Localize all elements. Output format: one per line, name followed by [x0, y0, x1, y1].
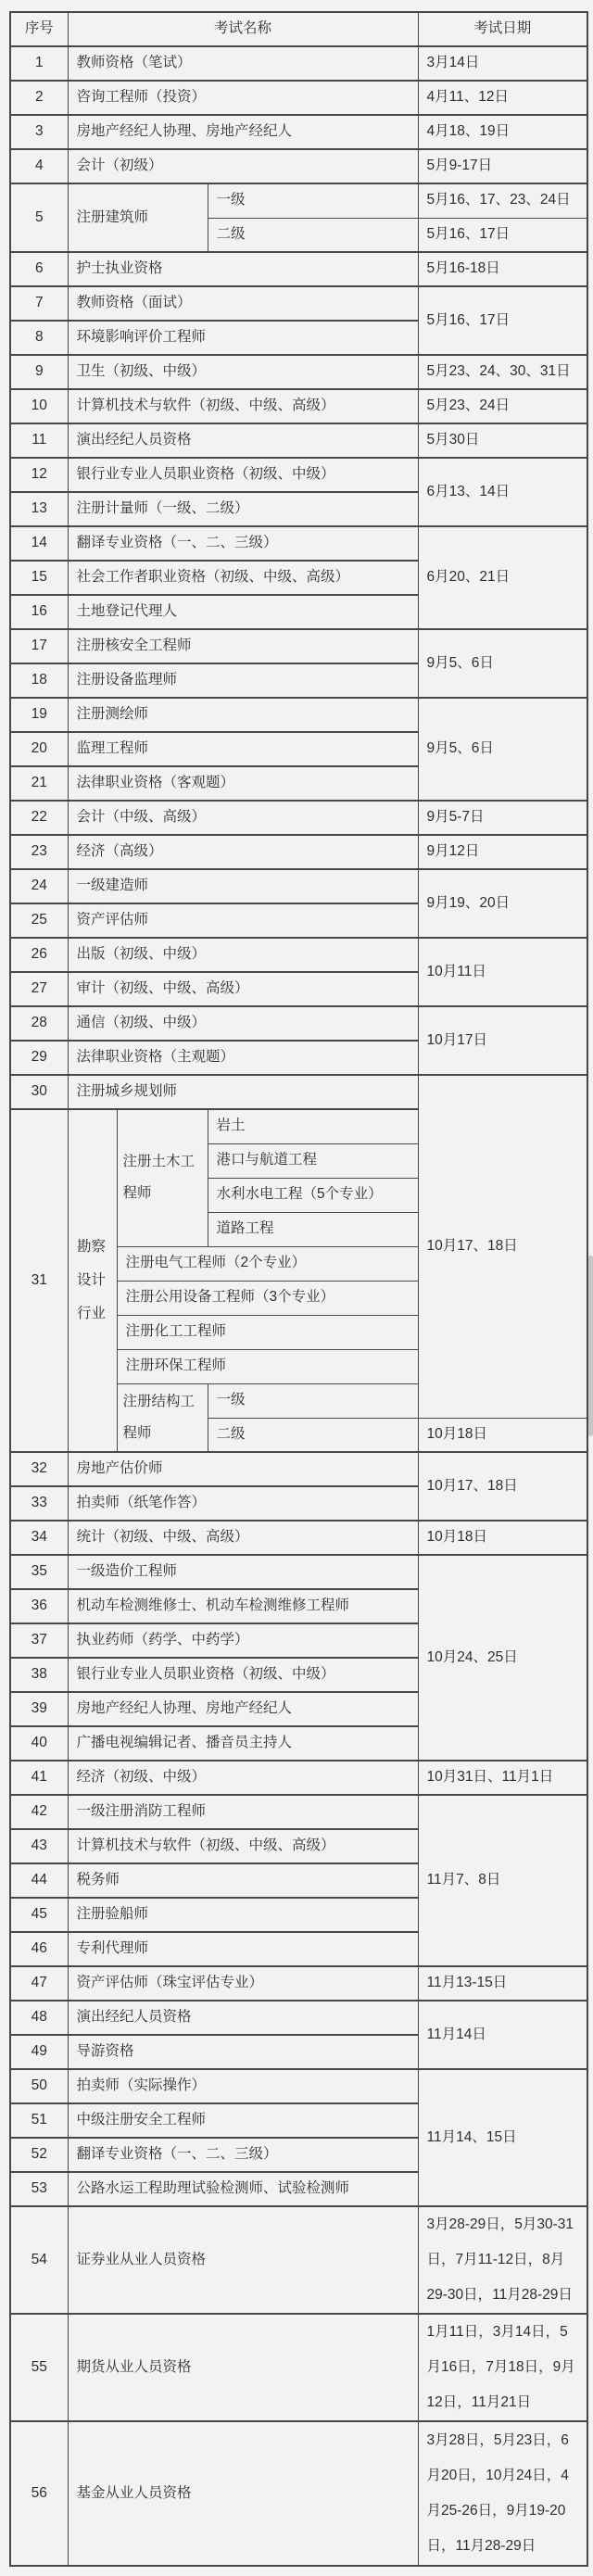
seq-cell: 7 [10, 286, 68, 321]
exam-date-cell: 5月16、17日 [418, 286, 587, 355]
exam-name-cell: 教师资格（面试） [68, 286, 418, 321]
exam-date-cell: 11月14日 [418, 2001, 587, 2069]
exam-name-cell: 拍卖师（实际操作） [68, 2069, 418, 2103]
seq-cell: 18 [10, 663, 68, 698]
exam-name-cell: 统计（初级、中级、高级） [68, 1521, 418, 1555]
exam-date-cell: 10月17日 [418, 1006, 587, 1075]
exam-name-cell: 基金从业人员资格 [68, 2421, 418, 2566]
seq-cell: 19 [10, 698, 68, 732]
seq-cell: 46 [10, 1932, 68, 1966]
seq-cell: 26 [10, 938, 68, 972]
exam-date-cell: 10月31日、11月1日 [418, 1761, 587, 1795]
exam-date-cell: 10月17、18日 [418, 1452, 587, 1521]
seq-cell: 4 [10, 149, 68, 183]
seq-cell: 44 [10, 1863, 68, 1898]
seq-cell: 8 [10, 321, 68, 355]
exam-name-cell: 演出经纪人员资格 [68, 2001, 418, 2035]
header-exam-name: 考试名称 [68, 12, 418, 46]
header-row [10, 12, 587, 46]
exam-name-cell: 一级造价工程师 [68, 1555, 418, 1589]
seq-cell: 36 [10, 1589, 68, 1623]
profession-cell: 注册公用设备工程师（3个专业） [117, 1281, 418, 1315]
table-row [10, 46, 587, 81]
exam-name-cell: 证券业从业人员资格 [68, 2206, 418, 2314]
exam-date-cell: 11月14、15日 [418, 2069, 587, 2206]
seq-cell: 17 [10, 629, 68, 663]
seq-cell: 27 [10, 972, 68, 1006]
exam-name-cell: 房地产经纪人协理、房地产经纪人 [68, 115, 418, 149]
exam-date-cell: 5月16、17、23、24日 [418, 183, 587, 218]
industry-group-label: 勘察设计行业 [77, 1239, 107, 1321]
exam-name-cell: 税务师 [68, 1863, 418, 1898]
seq-cell: 15 [10, 561, 68, 595]
exam-name-cell: 专利代理师 [68, 1932, 418, 1966]
profession-cell: 注册土木工程师 [117, 1109, 208, 1246]
exam-date-cell: 3月28-29日，5月30-31日，7月11-12日，8月29-30日，11月28-29日 [418, 2206, 587, 2314]
exam-name-cell: 计算机技术与软件（初级、中级、高级） [68, 389, 418, 423]
table-row [10, 1966, 587, 2001]
table-row [10, 252, 587, 286]
seq-cell: 52 [10, 2138, 68, 2172]
header-exam-date: 考试日期 [418, 12, 587, 46]
exam-date-cell: 3月28日，5月23日，6月20日，10月24日，4月25-26日，9月19-20日，11月28-29日 [418, 2421, 587, 2566]
exam-name-cell: 注册计量师（一级、二级） [68, 492, 418, 526]
exam-schedule-table [9, 11, 588, 2567]
table-row [10, 526, 587, 561]
exam-name-cell: 资产评估师（珠宝评估专业） [68, 1966, 418, 2001]
table-row [10, 2206, 587, 2314]
table-row [10, 423, 587, 458]
table-row [10, 1761, 587, 1795]
exam-date-cell: 9月12日 [418, 835, 587, 869]
seq-cell: 47 [10, 1966, 68, 2001]
table-row [10, 938, 587, 972]
table-row [10, 698, 587, 732]
exam-name-cell: 导游资格 [68, 2035, 418, 2069]
exam-date-cell: 5月16、17日 [418, 218, 587, 252]
exam-name-cell: 房地产估价师 [68, 1452, 418, 1486]
seq-cell: 9 [10, 355, 68, 389]
seq-cell: 22 [10, 801, 68, 835]
exam-name-cell: 拍卖师（纸笔作答） [68, 1486, 418, 1521]
exam-date-cell: 6月20、21日 [418, 526, 587, 629]
exam-name-cell: 经济（高级） [68, 835, 418, 869]
exam-name-cell: 环境影响评价工程师 [68, 321, 418, 355]
seq-cell: 35 [10, 1555, 68, 1589]
seq-cell: 34 [10, 1521, 68, 1555]
exam-date-cell: 10月18日 [418, 1521, 587, 1555]
table-row [10, 629, 587, 663]
seq-cell: 1 [10, 46, 68, 81]
table-row [10, 81, 587, 115]
exam-date-cell: 5月30日 [418, 423, 587, 458]
table-row [10, 1521, 587, 1555]
header-seq: 序号 [10, 12, 68, 46]
exam-name-cell: 翻译专业资格（一、二、三级） [68, 2138, 418, 2172]
exam-name-cell: 机动车检测维修士、机动车检测维修工程师 [68, 1589, 418, 1623]
table-row [10, 458, 587, 492]
exam-name-cell: 资产评估师 [68, 903, 418, 938]
exam-name-cell: 房地产经纪人协理、房地产经纪人 [68, 1692, 418, 1726]
exam-name-cell: 法律职业资格（客观题） [68, 766, 418, 801]
exam-name-cell: 一级建造师 [68, 869, 418, 903]
seq-cell: 43 [10, 1829, 68, 1863]
seq-cell: 55 [10, 2314, 68, 2421]
seq-cell: 45 [10, 1898, 68, 1932]
seq-cell: 54 [10, 2206, 68, 2314]
specialty-cell: 岩土 [208, 1109, 418, 1143]
table-row [10, 1006, 587, 1041]
exam-date-cell: 10月17、18日 [418, 1075, 587, 1418]
exam-name-cell: 咨询工程师（投资） [68, 81, 418, 115]
seq-cell: 51 [10, 2103, 68, 2138]
profession-cell: 注册环保工程师 [117, 1349, 418, 1383]
exam-name-cell: 教师资格（笔试） [68, 46, 418, 81]
profession-cell: 注册化工工程师 [117, 1315, 418, 1349]
seq-cell: 28 [10, 1006, 68, 1041]
seq-cell: 32 [10, 1452, 68, 1486]
scrollbar-thumb[interactable] [588, 1256, 593, 1436]
exam-name-cell: 注册核安全工程师 [68, 629, 418, 663]
industry-group-cell [68, 1109, 117, 1452]
seq-cell: 23 [10, 835, 68, 869]
exam-date-cell: 4月18、19日 [418, 115, 587, 149]
seq-cell: 48 [10, 2001, 68, 2035]
exam-name-cell: 护士执业资格 [68, 252, 418, 286]
exam-name-cell: 计算机技术与软件（初级、中级、高级） [68, 1829, 418, 1863]
exam-name-cell: 监理工程师 [68, 732, 418, 766]
profession-cell: 注册电气工程师（2个专业） [117, 1246, 418, 1281]
exam-name-cell: 注册城乡规划师 [68, 1075, 418, 1109]
table-row [10, 1555, 587, 1589]
seq-cell: 14 [10, 526, 68, 561]
seq-cell: 16 [10, 595, 68, 629]
specialty-cell: 水利水电工程（5个专业） [208, 1178, 418, 1212]
exam-date-cell: 9月5、6日 [418, 629, 587, 698]
seq-cell: 5 [10, 183, 68, 252]
table-row [10, 2069, 587, 2103]
seq-cell: 40 [10, 1726, 68, 1761]
exam-date-cell: 11月13-15日 [418, 1966, 587, 2001]
table-row [10, 2314, 587, 2421]
exam-name-cell: 注册建筑师 [68, 183, 208, 252]
exam-date-cell: 1月11日，3月14日，5月16日，7月18日，9月12日，11月21日 [418, 2314, 587, 2421]
table-row [10, 355, 587, 389]
level-cell: 二级 [208, 218, 418, 252]
table-row [10, 149, 587, 183]
table-row [10, 835, 587, 869]
seq-cell: 33 [10, 1486, 68, 1521]
seq-cell: 11 [10, 423, 68, 458]
seq-cell: 3 [10, 115, 68, 149]
table-row [10, 2001, 587, 2035]
exam-date-cell: 10月24、25日 [418, 1555, 587, 1761]
exam-name-cell: 注册测绘师 [68, 698, 418, 732]
exam-date-cell: 9月19、20日 [418, 869, 587, 938]
seq-cell: 30 [10, 1075, 68, 1109]
seq-cell: 25 [10, 903, 68, 938]
seq-cell: 42 [10, 1795, 68, 1829]
seq-cell: 29 [10, 1041, 68, 1075]
table-row [10, 115, 587, 149]
exam-date-cell: 5月23、24日 [418, 389, 587, 423]
exam-name-cell: 银行业专业人员职业资格（初级、中级） [68, 1658, 418, 1692]
exam-date-cell: 4月11、12日 [418, 81, 587, 115]
seq-cell: 41 [10, 1761, 68, 1795]
seq-cell: 12 [10, 458, 68, 492]
exam-name-cell: 一级注册消防工程师 [68, 1795, 418, 1829]
level-cell: 一级 [208, 1383, 418, 1418]
exam-name-cell: 会计（初级） [68, 149, 418, 183]
table-row [10, 869, 587, 903]
exam-name-cell: 出版（初级、中级） [68, 938, 418, 972]
exam-name-cell: 注册设备监理师 [68, 663, 418, 698]
exam-name-cell: 执业药师（药学、中药学） [68, 1623, 418, 1658]
seq-cell: 2 [10, 81, 68, 115]
exam-name-cell: 法律职业资格（主观题） [68, 1041, 418, 1075]
exam-name-cell: 注册验船师 [68, 1898, 418, 1932]
exam-name-cell: 卫生（初级、中级） [68, 355, 418, 389]
specialty-cell: 道路工程 [208, 1212, 418, 1246]
level-cell: 二级 [208, 1418, 418, 1452]
seq-cell: 50 [10, 2069, 68, 2103]
profession-cell: 注册结构工程师 [117, 1383, 208, 1452]
exam-name-cell: 中级注册安全工程师 [68, 2103, 418, 2138]
seq-cell: 10 [10, 389, 68, 423]
seq-cell: 56 [10, 2421, 68, 2566]
table-row [10, 1795, 587, 1829]
exam-name-cell: 审计（初级、中级、高级） [68, 972, 418, 1006]
seq-cell: 37 [10, 1623, 68, 1658]
seq-cell: 39 [10, 1692, 68, 1726]
seq-cell: 49 [10, 2035, 68, 2069]
exam-date-cell: 5月16-18日 [418, 252, 587, 286]
exam-name-cell: 公路水运工程助理试验检测师、试验检测师 [68, 2172, 418, 2206]
seq-cell: 31 [10, 1109, 68, 1452]
seq-cell: 21 [10, 766, 68, 801]
level-cell: 一级 [208, 183, 418, 218]
table-row [10, 1452, 587, 1486]
seq-cell: 38 [10, 1658, 68, 1692]
exam-name-cell: 翻译专业资格（一、二、三级） [68, 526, 418, 561]
table-row [10, 286, 587, 321]
specialty-cell: 港口与航道工程 [208, 1143, 418, 1178]
exam-name-cell: 经济（初级、中级） [68, 1761, 418, 1795]
exam-date-cell: 10月18日 [418, 1418, 587, 1452]
table-row [10, 1075, 587, 1109]
seq-cell: 6 [10, 252, 68, 286]
seq-cell: 53 [10, 2172, 68, 2206]
table-row [10, 183, 587, 218]
table-row [10, 2421, 587, 2566]
seq-cell: 24 [10, 869, 68, 903]
exam-name-cell: 通信（初级、中级） [68, 1006, 418, 1041]
exam-date-cell: 11月7、8日 [418, 1795, 587, 1966]
exam-name-cell: 土地登记代理人 [68, 595, 418, 629]
seq-cell: 13 [10, 492, 68, 526]
exam-name-cell: 广播电视编辑记者、播音员主持人 [68, 1726, 418, 1761]
exam-date-cell: 9月5-7日 [418, 801, 587, 835]
exam-name-cell: 银行业专业人员职业资格（初级、中级） [68, 458, 418, 492]
exam-name-cell: 会计（中级、高级） [68, 801, 418, 835]
table-row [10, 389, 587, 423]
seq-cell: 20 [10, 732, 68, 766]
exam-date-cell: 6月13、14日 [418, 458, 587, 526]
exam-date-cell: 10月11日 [418, 938, 587, 1006]
exam-name-cell: 演出经纪人员资格 [68, 423, 418, 458]
exam-name-cell: 期货从业人员资格 [68, 2314, 418, 2421]
exam-date-cell: 9月5、6日 [418, 698, 587, 801]
exam-name-cell: 社会工作者职业资格（初级、中级、高级） [68, 561, 418, 595]
exam-date-cell: 5月9-17日 [418, 149, 587, 183]
table-row [10, 801, 587, 835]
exam-date-cell: 5月23、24、30、31日 [418, 355, 587, 389]
exam-date-cell: 3月14日 [418, 46, 587, 81]
